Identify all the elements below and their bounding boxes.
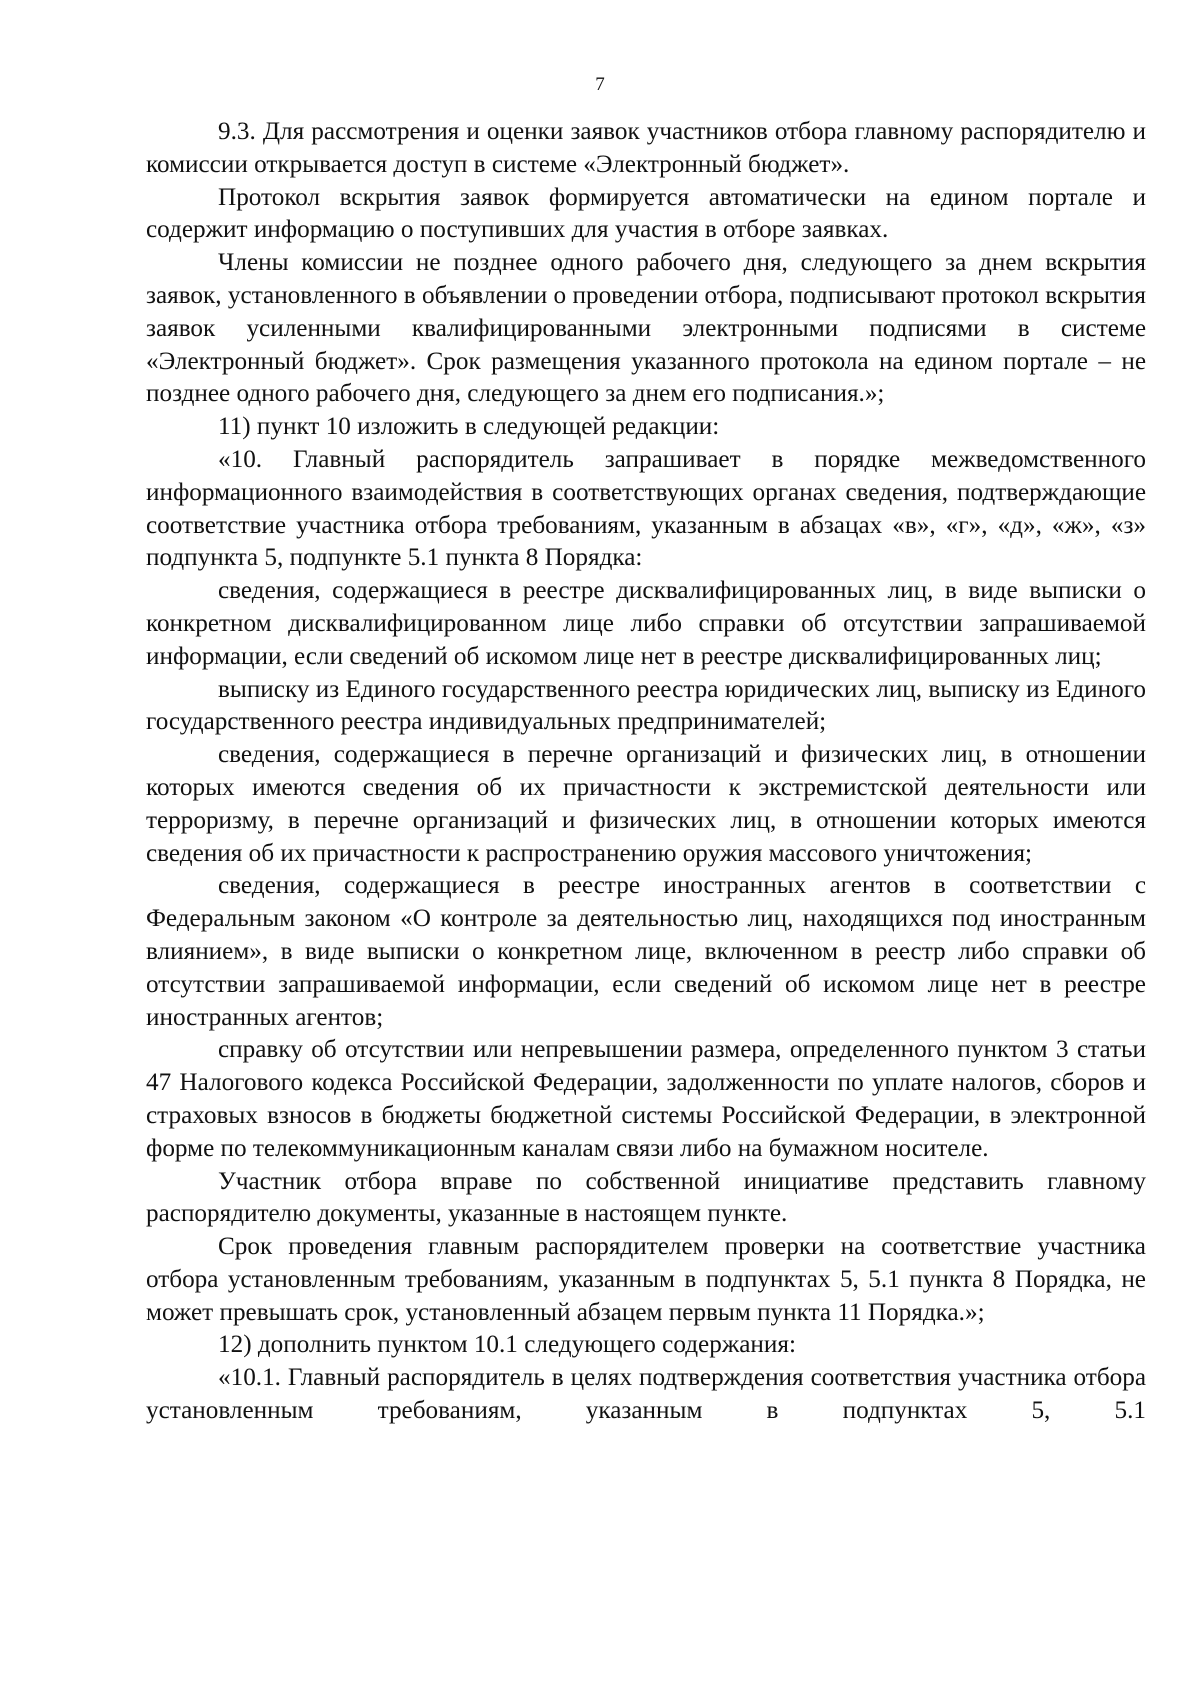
paragraph-own-initiative: Участник отбора вправе по собственной инициативе представить главному распорядителю документы, указанные в настоящем пункте. — [146, 1167, 1146, 1228]
paragraph-verification-term: Срок проведения главным распорядителем проверки на соответствие участника отбора установленным требованиям, указанным в подпунктах 5, 5.1 пункта 8 Порядка, не может превышать срок, установленный абзацем первым пункта 11 Порядка.»; — [146, 1233, 1146, 1326]
document-body — [146, 116, 1146, 1428]
paragraph-item-11: 11) пункт 10 изложить в следующей редакции: — [218, 413, 720, 441]
paragraph-9-3: 9.3. Для рассмотрения и оценки заявок участников отбора главному распорядителю и комиссии открывается доступ в системе «Электронный бюджет». — [146, 118, 1146, 178]
paragraph-disqualified-registry: сведения, содержащиеся в реестре дисквалифицированных лиц, в виде выписки о конкретном дисквалифицированном лице либо справки об отсутствии запрашиваемой информации, если сведений об искомом лице нет в реестре дисквалифицированных лиц; — [146, 577, 1146, 670]
paragraph-item-12: 12) дополнить пунктом 10.1 следующего содержания: — [218, 1331, 796, 1359]
paragraph-foreign-agents: сведения, содержащиеся в реестре иностранных агентов в соответствии с Федеральным законом «О контроле за деятельностью лиц, находящихся под иностранным влиянием», в виде выписки о конкретном лице, включенном в реестр либо справки об отсутствии запрашиваемой информации, если сведений об искомом лице нет в реестре иностранных агентов; — [146, 872, 1146, 1031]
paragraph-opening-protocol: Протокол вскрытия заявок формируется автоматически на едином портале и содержит информацию о поступивших для участия в отборе заявках. — [146, 183, 1146, 244]
page-number: 7 — [595, 74, 605, 95]
paragraph-extremism-list: сведения, содержащиеся в перечне организаций и физических лиц, в отношении которых имеются сведения об их причастности к экстремистской деятельности или терроризму, в перечне организаций и физических лиц, в отношении которых имеются сведения об их причастности к распространению оружия массового уничтожения; — [146, 741, 1146, 867]
paragraph-point-10: «10. Главный распорядитель запрашивает в порядке межведомственного информационного взаимодействия в соответствующих органах сведения, подтверждающие соответствие участника отбора требованиям, указанным в абзацах «в», «г», «д», «ж», «з» подпункта 5, подпункте 5.1 пункта 8 Порядка: — [146, 445, 1146, 572]
paragraph-point-10-1: «10.1. Главный распорядитель в целях подтверждения соответствия участника отбора установленным требованиям, указанным в подпунктах 5, 5.1 — [146, 1364, 1146, 1425]
paragraph-state-registry-extract: выписку из Единого государственного реестра юридических лиц, выписку из Единого государственного реестра индивидуальных предпринимателей; — [146, 675, 1146, 736]
paragraph-tax-certificate: справку об отсутствии или непревышении размера, определенного пунктом 3 статьи 47 Налогового кодекса Российской Федерации, задолженности по уплате налогов, сборов и страховых взносов в бюджеты бюджетной системы Российской Федерации, в электронной форме по телекоммуникационным каналам связи либо на бумажном носителе. — [146, 1036, 1146, 1162]
paragraph-commission-members: Члены комиссии не позднее одного рабочего дня, следующего за днем вскрытия заявок, установленного в объявлении о проведении отбора, подписывают протокол вскрытия заявок усиленными квалифицированными электронными подписями в системе «Электронный бюджет». Срок размещения указанного протокола на едином портале – не позднее одного рабочего дня, следующего за днем его подписания.»; — [146, 249, 1146, 408]
